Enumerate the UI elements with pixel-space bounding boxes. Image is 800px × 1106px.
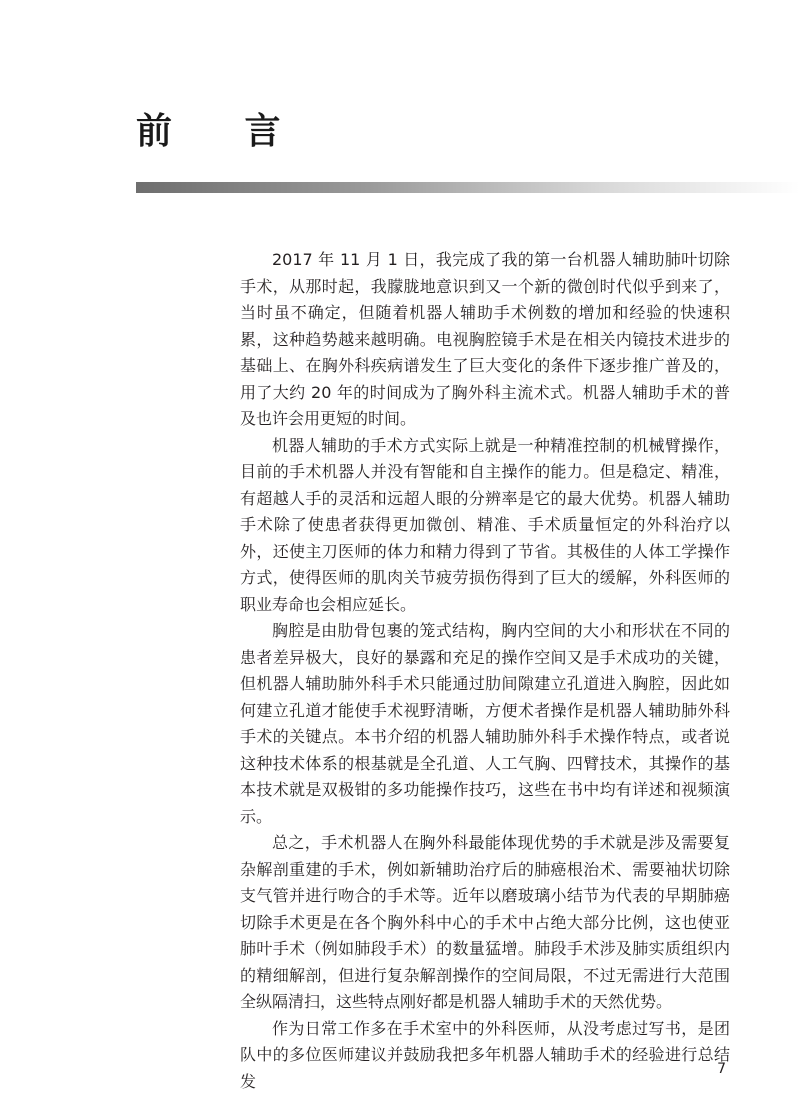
title-underline-bar	[136, 182, 800, 193]
page-title: 前 言	[136, 111, 311, 152]
preface-body	[240, 247, 730, 1095]
paragraph: 胸腔是由肋骨包裹的笼式结构，胸内空间的大小和形状在不同的患者差异极大，良好的暴露和充足的操作空间又是手术成功的关键，但机器人辅助肺外科手术只能通过肋间隙建立孔道进入胸腔，因此如何建立孔道才能使手术视野清晰，方便术者操作是机器人辅助肺外科手术的关键点。本书介绍的机器人辅助肺外科手术操作特点，或者说这种技术体系的根基就是全孔道、人工气胸、四臂技术，其操作的基本技术就是双极钳的多功能操作技巧，这些在书中均有详述和视频演示。	[240, 621, 730, 826]
paragraph: 作为日常工作多在手术室中的外科医师，从没考虑过写书，是团队中的多位医师建议并鼓励我把多年机器人辅助手术的经验进行总结发	[240, 1018, 730, 1091]
paragraph: 2017 年 11 月 1 日，我完成了我的第一台机器人辅助肺叶切除手术，从那时起，我朦胧地意识到又一个新的微创时代似乎到来了，当时虽不确定，但随着机器人辅助手术例数的增加和经验的快速积累，这种趋势越来越明确。电视胸腔镜手术是在相关内镜技术进步的基础上、在胸外科疾病谱发生了巨大变化的条件下逐步推广普及的，用了大约 20 年的时间成为了胸外科主流术式。机器人辅助手术的普及也许会用更短的时间。	[240, 250, 730, 428]
page-number: 7	[717, 1061, 726, 1077]
paragraph: 总之，手术机器人在胸外科最能体现优势的手术就是涉及需要复杂解剖重建的手术，例如新辅助治疗后的肺癌根治术、需要袖状切除支气管并进行吻合的手术等。近年以磨玻璃小结节为代表的早期肺癌切除手术更是在各个胸外科中心的手术中占绝大部分比例，这也使亚肺叶手术（例如肺段手术）的数量猛增。肺段手术涉及肺实质组织内的精细解剖，但进行复杂解剖操作的空间局限，不过无需进行大范围全纵隔清扫，这些特点刚好都是机器人辅助手术的天然优势。	[240, 833, 730, 1011]
paragraph: 机器人辅助的手术方式实际上就是一种精准控制的机械臂操作，目前的手术机器人并没有智能和自主操作的能力。但是稳定、精准，有超越人手的灵活和远超人眼的分辨率是它的最大优势。机器人辅助手术除了使患者获得更加微创、精准、手术质量恒定的外科治疗以外，还使主刀医师的体力和精力得到了节省。其极佳的人体工学操作方式，使得医师的肌肉关节疲劳损伤得到了巨大的缓解，外科医师的职业寿命也会相应延长。	[240, 435, 730, 614]
